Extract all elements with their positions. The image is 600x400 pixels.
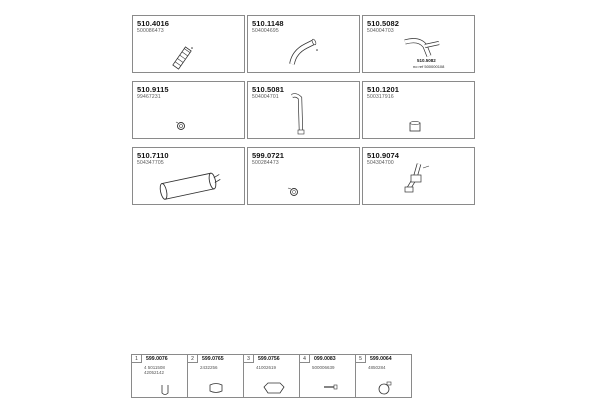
small-part-number: 099.0083: [314, 356, 336, 362]
bent-pipe-icon: [248, 16, 361, 74]
part-number: 510.5082: [367, 19, 400, 28]
bracket-pipe-icon: [363, 148, 476, 206]
sleeve-icon: [363, 82, 476, 140]
hose-clamp-icon: [356, 355, 413, 399]
small-part-ref: 42052142: [144, 370, 165, 375]
part-card-3[interactable]: [362, 15, 475, 73]
sub-part-number: 510.5082: [417, 58, 436, 63]
part-number: 510.9074: [367, 151, 400, 160]
item-index: 3: [244, 355, 254, 363]
part-number: 510.7110: [137, 151, 169, 160]
oem-number: 504004695: [252, 28, 279, 34]
part-card-1[interactable]: [132, 15, 245, 73]
item-index: 1: [132, 355, 142, 363]
small-part-number: 599.0765: [202, 356, 224, 362]
vertical-pipe-icon: [248, 82, 361, 140]
oem-number: 504347705: [137, 160, 164, 166]
part-card-7[interactable]: [132, 147, 245, 205]
small-part-1[interactable]: [131, 354, 188, 398]
item-index: 5: [356, 355, 366, 363]
small-part-ref: 2432256: [200, 365, 218, 370]
u-clamp-icon: [132, 355, 189, 399]
small-part-number: 599.0076: [146, 356, 168, 362]
oem-number: 504004703: [367, 28, 394, 34]
small-part-4[interactable]: [299, 354, 356, 398]
small-part-5[interactable]: [355, 354, 412, 398]
muffler-icon: [133, 148, 246, 206]
sub-part-ref: no ref 500000108: [413, 64, 445, 69]
oem-number: 504004701: [252, 94, 279, 100]
saddle-clamp-icon: [244, 355, 301, 399]
bolt-icon: [300, 355, 357, 399]
part-card-8[interactable]: [247, 147, 360, 205]
small-part-ref: 4850284: [368, 365, 386, 370]
oem-number: 500086473: [137, 28, 164, 34]
part-card-6[interactable]: [362, 81, 475, 139]
oem-number: 504304700: [367, 160, 394, 166]
item-index: 2: [188, 355, 198, 363]
part-number: 510.4016: [137, 19, 170, 28]
small-part-number: 599.0756: [258, 356, 280, 362]
part-card-5[interactable]: [247, 81, 360, 139]
part-number: 599.0721: [252, 151, 285, 160]
clamp-icon: [133, 82, 246, 140]
item-index: 4: [300, 355, 310, 363]
oem-number: 500317916: [367, 94, 394, 100]
part-card-2[interactable]: [247, 15, 360, 73]
part-number: 510.1201: [367, 85, 400, 94]
small-part-ref: 4 5011508: [144, 365, 165, 370]
small-part-number: 599.0064: [370, 356, 392, 362]
band-clamp-icon: [188, 355, 245, 399]
flex-pipe-icon: [133, 16, 246, 74]
ring-clamp-icon: [248, 148, 361, 206]
oem-number: 500284473: [252, 160, 279, 166]
part-number: 510.9115: [137, 85, 169, 94]
small-part-3[interactable]: [243, 354, 300, 398]
oem-number: 99467231: [137, 94, 161, 100]
part-card-4[interactable]: [132, 81, 245, 139]
part-number: 510.5081: [252, 85, 285, 94]
small-part-ref: 500006639: [312, 365, 335, 370]
small-part-ref: 41002619: [256, 365, 277, 370]
small-part-2[interactable]: [187, 354, 244, 398]
part-card-9[interactable]: [362, 147, 475, 205]
part-number: 510.1148: [252, 19, 284, 28]
